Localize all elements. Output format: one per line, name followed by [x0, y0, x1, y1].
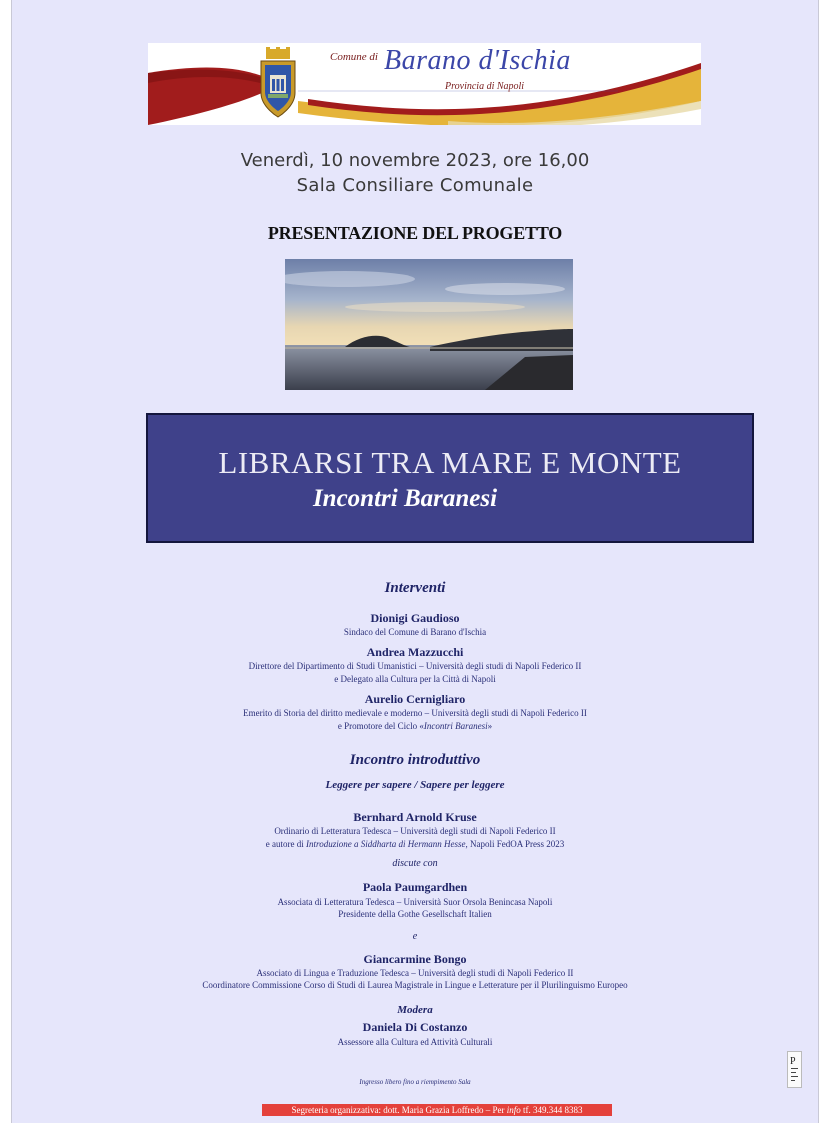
speaker-name: Dionigi Gaudioso	[370, 611, 460, 625]
event-date-time: Venerdì, 10 novembre 2023, ore 16,00	[240, 150, 590, 171]
speaker-role: Direttore del Dipartimento di Studi Umanistici – Università degli studi di Napoli Federico II	[248, 661, 582, 671]
discute-con-label: discute con	[392, 858, 438, 869]
coat-of-arms-icon	[258, 47, 298, 121]
incontro-heading: Incontro introduttivo	[349, 752, 481, 768]
and-label: e	[412, 931, 418, 942]
main-speaker-name: Bernhard Arnold Kruse	[353, 810, 477, 824]
discussant-name: Paola Paumgardhen	[362, 880, 468, 894]
corner-stamp-icon	[787, 1051, 802, 1088]
presentation-heading: PRESENTAZIONE DEL PROGETTO	[267, 223, 563, 243]
speaker-role: e Delegato alla Cultura per la Città di Napoli	[334, 674, 496, 684]
speaker-role: Emerito di Storia del diritto medievale e moderno – Università degli studi di Napoli Federico II	[243, 708, 587, 718]
discussant-name: Giancarmine Bongo	[363, 952, 467, 966]
speaker-name: Aurelio Cernigliaro	[364, 692, 466, 706]
entry-note: Ingresso libero fino a riempimento Sala	[359, 1078, 471, 1086]
main-speaker-role: Ordinario di Letteratura Tedesca – Università degli studi di Napoli Federico II	[274, 826, 556, 836]
project-title: LIBRARSI TRA MARE E MONTE	[218, 445, 682, 480]
moderator-role: Assessore alla Cultura ed Attività Culturali	[337, 1037, 493, 1047]
modera-label: Modera	[397, 1004, 433, 1016]
discussant-role: Presidente della Gothe Gesellschaft Italien	[338, 909, 492, 919]
secretary-contact-bar: Segreteria organizzativa: dott. Maria Grazia Loffredo – Per info tf. 349.344 8383	[262, 1104, 612, 1116]
event-venue: Sala Consiliare Comunale	[296, 175, 534, 196]
discussant-role: Associato di Lingua e Traduzione Tedesca – Università degli studi di Napoli Federico II	[256, 968, 574, 978]
sea-sunset-photo	[285, 259, 573, 390]
speaker-role: Sindaco del Comune di Barano d'Ischia	[343, 627, 487, 637]
province-label: Provincia di Napoli	[445, 81, 525, 92]
comune-di-label: Comune di	[330, 51, 378, 63]
moderator-name: Daniela Di Costanzo	[362, 1020, 468, 1034]
interventi-heading: Interventi	[384, 580, 446, 596]
project-title-box	[146, 413, 754, 543]
discussant-role: Coordinatore Commissione Corso di Studi di Laurea Magistrale in Lingue e Letterature per il Plurilinguismo Europeo	[202, 980, 628, 990]
speaker-name: Andrea Mazzucchi	[366, 645, 464, 659]
main-speaker-book: e autore di Introduzione a Siddharta di Hermann Hesse, Napoli FedOA Press 2023	[265, 839, 565, 849]
town-name: Barano d'Ischia	[384, 45, 571, 76]
discussant-role: Associata di Letteratura Tedesca – Università Suor Orsola Benincasa Napoli	[277, 897, 553, 907]
project-subtitle: Incontri Baranesi	[312, 485, 498, 512]
speaker-role-promoter: e Promotore del Ciclo «Incontri Baranesi»	[337, 721, 493, 731]
incontro-motto: Leggere per sapere / Sapere per leggere	[325, 779, 505, 791]
svg-text:P: P	[790, 1056, 796, 1067]
comune-banner	[148, 43, 701, 125]
